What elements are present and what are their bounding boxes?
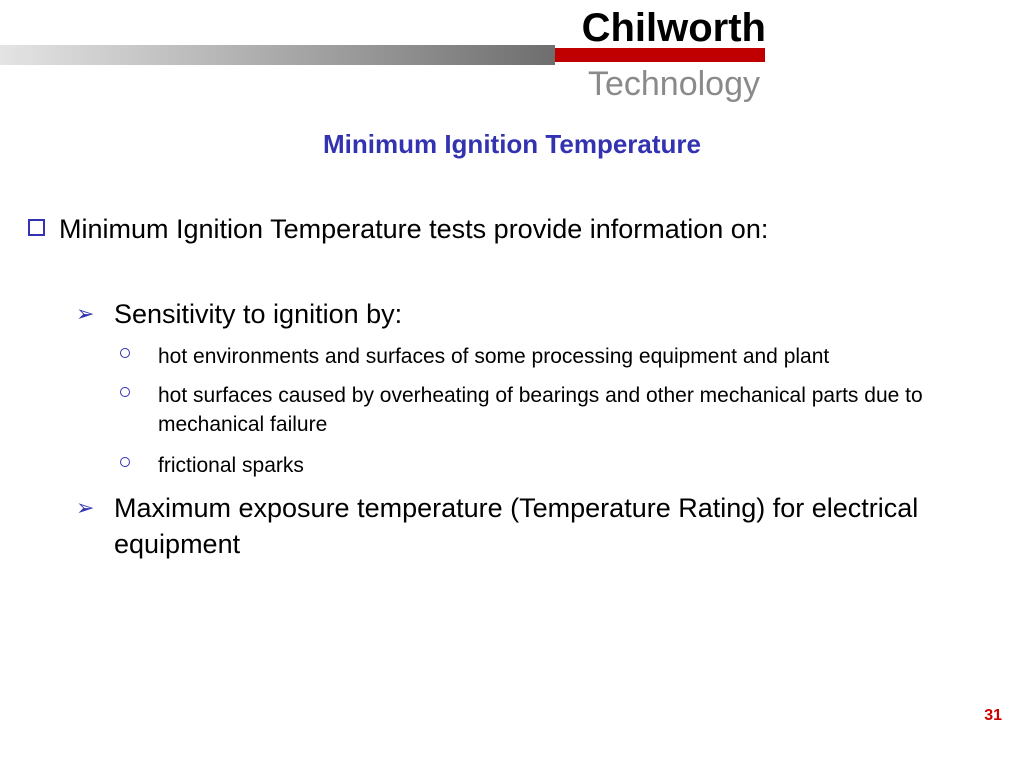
arrow-bullet-icon: ➢: [76, 495, 95, 520]
circle-bullet-icon: [120, 387, 130, 397]
sub-bullet-sensitivity: [76, 296, 994, 332]
main-bullet: [28, 212, 988, 246]
arrow-bullet-icon: ➢: [76, 301, 95, 326]
sub-bullet-max-exposure: [76, 490, 934, 562]
list-item-hot-environments: [120, 342, 1024, 371]
slide-title: Minimum Ignition Temperature: [323, 129, 701, 159]
list-item-text: hot environments and surfaces of some processing equipment and plant: [158, 345, 830, 368]
page-number: 31: [984, 707, 1002, 724]
sub-bullet-text: Maximum exposure temperature (Temperature Rating) for electrical equipment: [114, 493, 919, 559]
sub-bullet-text: Sensitivity to ignition by:: [114, 299, 403, 329]
square-bullet-icon: [28, 219, 45, 236]
logo-subtitle: Technology: [587, 65, 760, 103]
circle-bullet-icon: [120, 348, 130, 358]
list-item-text: hot surfaces caused by overheating of bearings and other mechanical parts due to mechanical failure: [158, 384, 923, 436]
main-bullet-text: Minimum Ignition Temperature tests provide information on:: [59, 214, 769, 244]
circle-bullet-icon: [120, 457, 130, 467]
list-item-hot-surfaces: [120, 381, 958, 439]
header-gradient-bar: [0, 45, 555, 65]
logo-name: Chilworth: [581, 6, 766, 50]
list-item-text: frictional sparks: [158, 454, 304, 477]
list-item-frictional-sparks: [120, 451, 1024, 480]
logo-red-rule: [555, 48, 765, 62]
